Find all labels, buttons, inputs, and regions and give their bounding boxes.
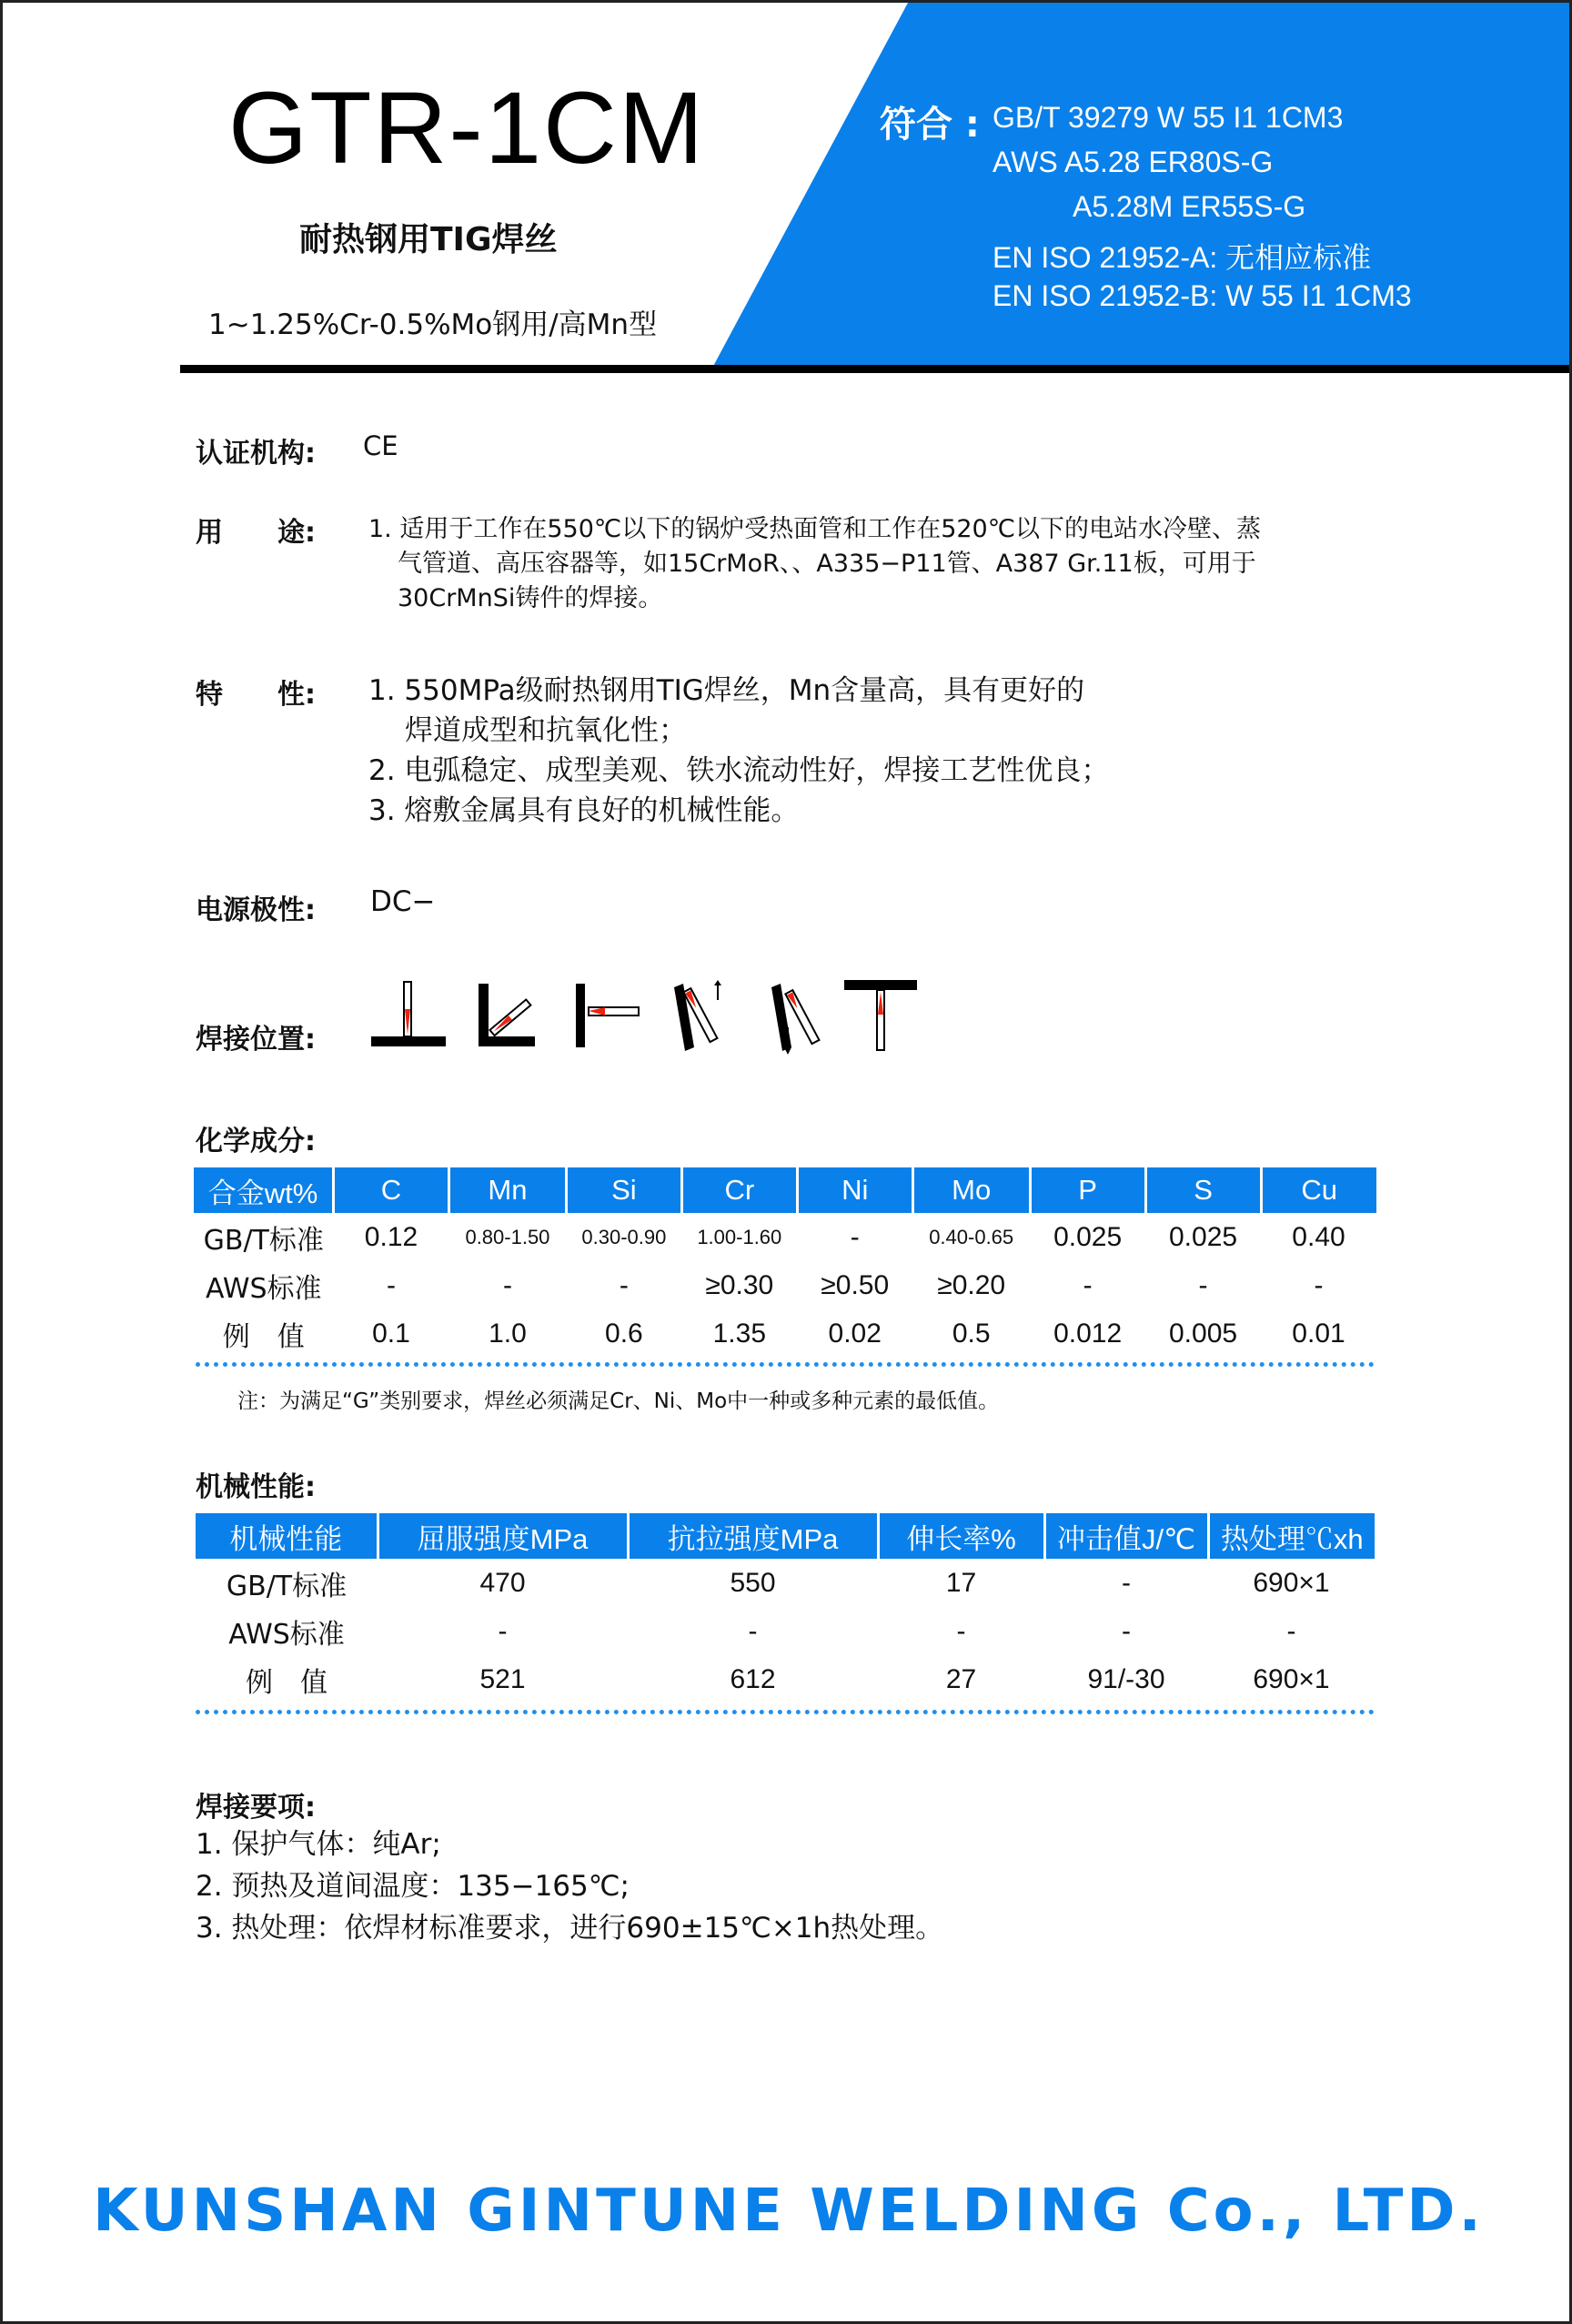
table-cell: 0.025 [1053,1221,1123,1252]
table-cell: 1.35 [712,1318,766,1349]
table-cell: 1.00-1.60 [697,1225,782,1248]
column-header: S [1145,1167,1261,1213]
chemical-note: 注：为满足“G”类别要求，焊丝必须满足Cr、Ni、Mo中一种或多种元素的最低值。 [237,1389,1000,1413]
table-cell: 91/-30 [1087,1663,1165,1694]
table-cell: - [1286,1615,1296,1646]
overhead-position-icon [844,980,917,1050]
welding-note-line: 3. 热处理：依焊材标准要求，进行690±15℃×1h热处理。 [196,1912,944,1945]
positions-label: 焊接位置: [196,1024,316,1056]
table-cell: 0.025 [1169,1221,1238,1252]
table-cell: 0.12 [364,1221,418,1252]
table-cell: ≥0.50 [821,1269,890,1300]
standard-line: AWS A5.28 ER80S-G [993,146,1274,178]
column-header: P [1030,1167,1145,1213]
polarity-value: DC− [370,885,436,918]
table-cell: 470 [479,1567,526,1598]
column-header: 冲击值J/℃ [1044,1513,1208,1559]
chemical-table [194,1167,1376,1358]
dotted-divider [196,1710,1375,1714]
horizontal-position-icon [576,984,639,1047]
column-header: 合金wt% [194,1167,334,1213]
certification-label: 认证机构: [196,438,316,470]
table-row [194,1261,1376,1309]
table-cell: 0.5 [952,1318,991,1349]
chemical-label: 化学成分: [196,1126,316,1157]
row-header: GB/T标准 [226,1570,348,1602]
welding-notes-label: 焊接要项: [196,1792,316,1824]
table-cell: 1.0 [489,1318,527,1349]
polarity-label: 电源极性: [196,894,316,926]
usage-line: 1. 适用于工作在550℃以下的锅炉受热面管和工作在520℃以下的电站水冷壁、蒸 [368,515,1262,543]
table-cell: - [498,1615,508,1646]
table-cell: - [1314,1269,1324,1300]
standard-line: EN ISO 21952-A: 无相应标准 [993,241,1372,274]
table-cell: ≥0.20 [937,1269,1006,1300]
row-header: 例 值 [222,1320,305,1353]
vertical-down-icon [771,984,819,1055]
horizontal-fillet-icon [479,984,535,1046]
row-header: GB/T标准 [203,1224,324,1257]
table-row [196,1607,1375,1655]
table-cell: ≥0.30 [705,1269,774,1300]
usage-label: 用 途: [196,517,316,549]
table-cell: 0.30-0.90 [581,1225,667,1248]
header-rule [180,365,1572,373]
table-cell: - [1122,1567,1131,1598]
welding-note-line: 2. 预热及道间温度：135−165℃; [196,1870,630,1903]
table-cell: - [386,1269,396,1300]
table-cell: 612 [730,1663,776,1694]
features-label: 特 性: [196,679,316,711]
table-cell: 0.02 [828,1318,882,1349]
table-cell: - [502,1269,512,1300]
table-row [194,1309,1376,1358]
table-cell: - [1083,1269,1093,1300]
table-cell: - [1198,1269,1208,1300]
usage-line: 气管道、高压容器等，如15CrMoR、、A335−P11管、A387 Gr.11板，可用于 [398,550,1256,578]
chemical-header-row [194,1167,1376,1213]
table-cell: 0.80-1.50 [465,1225,550,1248]
welding-note-line: 1. 保护气体：纯Ar; [196,1828,441,1861]
feature-line: 1. 550MPa级耐热钢用TIG焊丝，Mn含量高，具有更好的 [368,674,1085,707]
product-subtitle: 耐热钢用TIG焊丝 [299,221,558,258]
row-header: AWS标准 [205,1272,322,1305]
table-cell: 690×1 [1253,1663,1330,1694]
table-row [194,1213,1376,1261]
table-cell: - [619,1269,629,1300]
table-cell: 0.005 [1169,1318,1238,1349]
row-header: 例 值 [246,1666,328,1699]
column-header: Mo [912,1167,1030,1213]
column-header: 热处理℃xh [1208,1513,1375,1559]
column-header: 机械性能 [196,1513,378,1559]
table-cell: - [1122,1615,1131,1646]
mechanical-header-row [196,1513,1375,1559]
standard-line: GB/T 39279 W 55 I1 1CM3 [993,101,1344,134]
row-header: AWS标准 [228,1618,345,1651]
product-title: GTR-1CM [228,71,706,185]
vertical-up-icon [674,980,721,1051]
flat-position-icon [371,982,446,1046]
table-cell: 0.012 [1053,1318,1123,1349]
column-header: Cr [681,1167,797,1213]
product-type: 1~1.25%Cr-0.5%Mo钢用/高Mn型 [208,308,658,341]
table-cell: - [748,1615,758,1646]
table-cell: 690×1 [1253,1567,1330,1598]
table-cell: 521 [479,1663,526,1694]
table-cell: 17 [945,1567,977,1598]
table-row [196,1559,1375,1607]
standard-line: A5.28M ER55S-G [1073,190,1306,223]
feature-line: 焊道成型和抗氧化性； [405,714,687,747]
column-header: Mn [448,1167,566,1213]
feature-line: 2. 电弧稳定、成型美观、铁水流动性好，焊接工艺性优良； [368,754,1110,787]
table-cell: - [850,1221,860,1252]
table-cell: 0.1 [372,1318,410,1349]
mechanical-label: 机械性能: [196,1471,316,1503]
column-header: Si [566,1167,681,1213]
column-header: C [334,1167,449,1213]
table-cell: 0.6 [605,1318,643,1349]
feature-line: 3. 熔敷金属具有良好的机械性能。 [368,794,800,827]
welding-positions [367,978,931,1060]
table-cell: - [956,1615,966,1646]
certification-value: CE [363,430,398,461]
table-cell: 27 [945,1663,977,1694]
usage-line: 30CrMnSi铸件的焊接。 [398,584,663,612]
dotted-divider [196,1362,1375,1367]
mechanical-table [196,1513,1375,1703]
standard-line: EN ISO 21952-B: W 55 I1 1CM3 [993,279,1412,312]
column-header: Cu [1261,1167,1376,1213]
column-header: 伸长率% [878,1513,1044,1559]
table-cell: 550 [730,1567,776,1598]
company-name: KUNSHAN GINTUNE WELDING Co., LTD. [93,2177,1485,2245]
table-cell: 0.01 [1292,1318,1345,1349]
standards-label: 符合 : [880,104,980,146]
table-cell: 0.40-0.65 [929,1225,1014,1248]
column-header: Ni [797,1167,912,1213]
table-cell: 0.40 [1292,1221,1345,1252]
column-header: 抗拉强度MPa [628,1513,878,1559]
column-header: 屈服强度MPa [378,1513,628,1559]
table-row [196,1655,1375,1703]
